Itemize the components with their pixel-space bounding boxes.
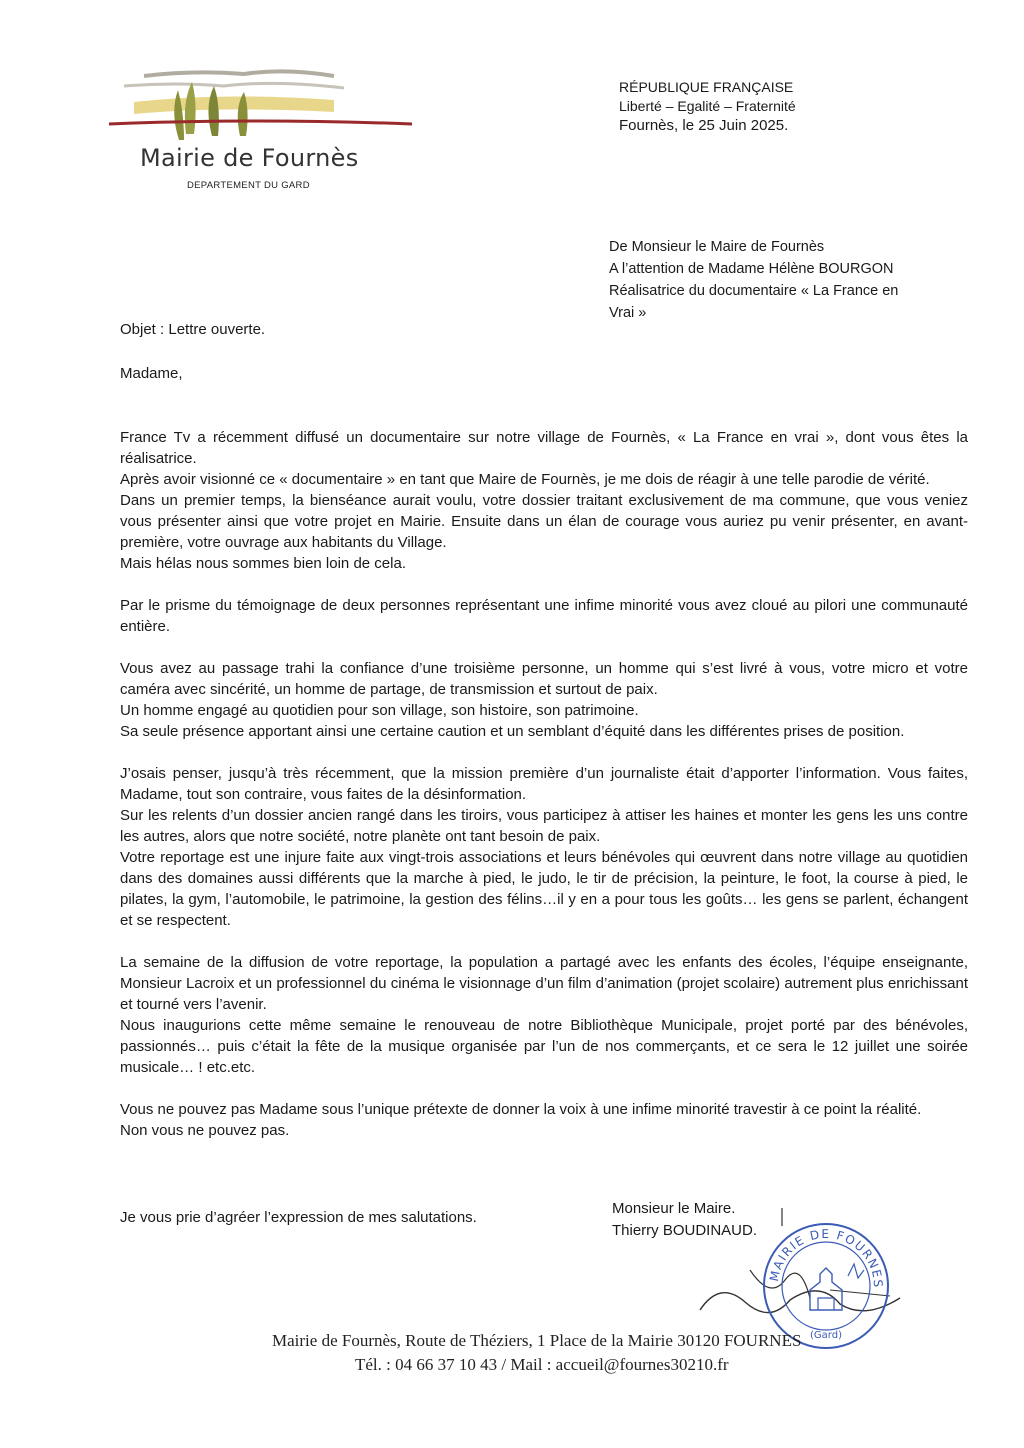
body-paragraph: Après avoir visionné ce « documentaire » en tant que Maire de Fournès, je me dois de réagir à une telle parodie de vérité. [120,471,930,488]
recipient-line: A l’attention de Madame Hélène BOURGON [609,261,894,277]
body-paragraph: Non vous ne pouvez pas. [120,1122,290,1139]
logo-title: Mairie de Fournès [140,144,359,172]
logo-red-band [109,121,412,124]
logo-tree [185,82,196,134]
salutation: Madame, [120,365,183,382]
country-name: RÉPUBLIQUE FRANÇAISE [619,79,794,95]
letter-body [120,427,968,1141]
logo-tree [208,86,218,136]
recipient-role-line: Réalisatrice du documentaire « La France en [609,283,899,299]
signatory-name: Thierry BOUDINAUD. [612,1222,758,1239]
body-paragraph: Dans un premier temps, la bienséance aurait voulu, votre dossier traitant exclusivement de ma commune, que vous veniez vous présenter ainsi que votre projet en Mairie. Ensuite dans un élan de courage vous auriez pu venir présenter, en avant-première, votre ouvrage aux habitants du Village. [120,492,968,551]
footer-contact: Tél. : 04 66 37 10 43 / Mail : accueil@fournes30210.fr [355,1355,729,1374]
logo-subtitle: DEPARTEMENT DU GARD [187,180,310,191]
body-paragraph: Nous inaugurions cette même semaine le renouveau de notre Bibliothèque Municipale, projet porté par des bénévoles, passionnés… puis c’était la fête de la musique organisée par l’un de nos commerçants, et ce sera le 12 juillet une soirée musicale… ! etc.etc. [120,1017,968,1076]
body-paragraph: Vous ne pouvez pas Madame sous l’unique prétexte de donner la voix à une infime minorité travestir à ce point la réalité. [120,1101,922,1118]
letter-object: Objet : Lettre ouverte. [120,321,266,338]
republic-motto: Liberté – Egalité – Fraternité [619,98,796,114]
sender-line: De Monsieur le Maire de Fournès [609,239,825,255]
address-block [609,236,898,324]
body-paragraph: Mais hélas nous sommes bien loin de cela. [120,555,406,572]
svg-text:MAIRIE DE FOURNES: MAIRIE DE FOURNES [767,1226,886,1289]
body-paragraph: France Tv a récemment diffusé un documentaire sur notre village de Fournès, « La France en vrai », dont vous êtes la réalisatrice. [120,429,968,467]
signatory-title: Monsieur le Maire. [612,1200,736,1217]
body-paragraph: J’osais penser, jusqu’à très récemment, que la mission première d’un journaliste était d’apporter l’information. Vous faites, Madame, tout son contraire, vous faites de la désinformation. [120,765,968,803]
republic-header [619,78,796,135]
body-paragraph: Un homme engagé au quotidien pour son village, son histoire, son patrimoine. [120,702,639,719]
body-paragraph: Votre reportage est une injure faite aux vingt-trois associations et leurs bénévoles qui œuvrent dans notre village au quotidien dans des domaines aussi différents que la marche à pied, le judo, le tir de précision, la peinture, le foot, la course à pied, le pilates, la gym, l’automobile, le patrimoine, la gestion des félins…il y en a pour tous les goûts… les gens se parlent, échangent et se respectent. [120,849,968,929]
logo-sky-stroke [124,83,344,88]
logo-yellow-band [134,96,334,114]
body-paragraph: La semaine de la diffusion de votre reportage, la population a partagé avec les enfants des écoles, l’équipe enseignante, Monsieur Lacroix et un professionnel du cinéma le visionnage d’un film d’animation (projet scolaire) autrement plus enrichissant et tourné vers l’avenir. [120,954,968,1013]
recipient-role-line: Vrai » [609,305,647,321]
body-paragraph: Sur les relents d’un dossier ancien rangé dans les tiroirs, vous participez à attiser les haines et monter les gens les uns contre les autres, alors que notre société, notre planète ont tant besoin de paix. [120,807,968,845]
svg-text:(Gard): (Gard) [810,1330,842,1341]
signature-block [612,1198,757,1242]
body-paragraph: Par le prisme du témoignage de deux personnes représentant une infime minorité vous avez cloué au pilori une communauté entière. [120,597,968,635]
body-paragraph: Vous avez au passage trahi la confiance d’une troisième personne, un homme qui s’est livré à vous, votre micro et votre caméra avec sincérité, un homme de partage, de transmission et surtout de paix. [120,660,968,698]
place-date: Fournès, le 25 Juin 2025. [619,117,789,134]
footer-address: Mairie de Fournès, Route de Théziers, 1 Place de la Mairie 30120 FOURNES [272,1331,802,1350]
logo-sky-stroke [144,71,334,76]
logo-tree [174,90,184,140]
closing-formula: Je vous prie d’agréer l’expression de mes salutations. [120,1209,477,1226]
body-paragraph: Sa seule présence apportant ainsi une certaine caution et un semblant d’équité dans les différentes prises de position. [120,723,905,740]
